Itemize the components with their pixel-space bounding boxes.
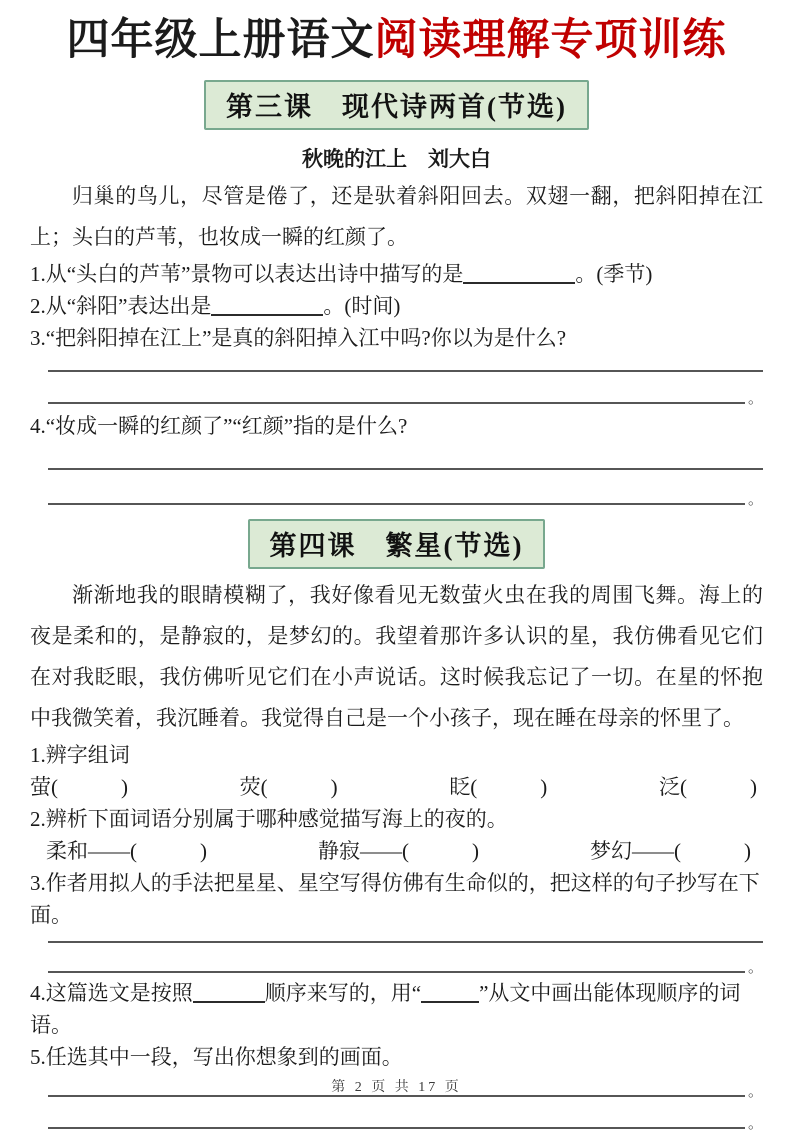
lesson3-q2-blank [211,298,323,316]
lesson4-q1-items [30,771,763,803]
word-blank-item: 眨( ) [449,774,548,799]
answer-rule [48,470,745,505]
answer-line-period: 。 [747,390,763,407]
answer-rule [48,354,763,372]
lesson3-q3-answer-line-1 [48,354,763,372]
lesson4-q3-answer-line-1 [48,931,763,943]
answer-rule [48,943,745,973]
answer-line-period: 。 [747,959,763,976]
lesson3-q3-answer-line-2 [48,372,763,407]
answer-rule [48,442,763,470]
lesson3-header-row [30,80,763,130]
lesson3-header: 第三课 现代诗两首(节选) [204,80,589,130]
lesson3-question-3: 3.“把斜阳掉在江上”是真的斜阳掉入江中吗?你以为是什么? [30,325,567,350]
answer-rule [48,931,763,943]
lesson3-passage: 归巢的鸟儿，尽管是倦了，还是驮着斜阳回去。双翅一翻，把斜阳掉在江上；头白的芦苇，也妆成一瞬的红颜了。 [30,183,763,249]
lesson4-passage: 渐渐地我的眼睛模糊了，我好像看见无数萤火虫在我的周围飞舞。海上的夜是柔和的，是静寂的，是梦幻的。我望着那许多认识的星，我仿佛看见它们在对我眨眼，我仿佛听见它们在小声说话。这时候我忘记了一切。在星的怀抱中我微笑着，我沉睡着。我觉得自己是一个小孩子，现在睡在母亲的怀里了。 [30,582,763,730]
lesson3-question-2 [30,290,763,322]
word-blank-item: 荧( ) [239,774,338,799]
word-blank-item: 泛( ) [658,774,757,799]
lesson4-question-5: 5.任选其中一段，写出你想象到的画面。 [30,1044,403,1069]
word-blank-item: 柔和——( ) [46,838,207,863]
lesson3-q2-text: 2.从“斜阳”表达出是 [30,293,212,318]
lesson4-q5-answer-line-2 [48,1097,763,1132]
lesson3-q1-blank [463,266,575,284]
lesson3-q2-suffix: 。(时间) [323,293,401,318]
document-title-black: 四年级上册语文 [66,17,375,64]
lesson4-q4-text: 4.这篇选文是按照 [30,980,193,1005]
lesson3-question-1 [30,258,763,290]
lesson3-q4-answer-line-1 [48,442,763,470]
lesson3-poem-title: 秋晚的江上 刘大白 [302,146,491,171]
lesson3-q4-answer-line-2 [48,470,763,508]
page-number-footer: 第 2 页 共 17 页 [331,1080,462,1095]
answer-line-period: 。 [747,1083,763,1100]
lesson4-header: 第四课 繁星(节选) [248,519,546,569]
lesson4-q2-items [30,835,763,867]
word-blank-item: 静寂——( ) [318,838,479,863]
document-title [30,14,763,68]
lesson4-question-4 [30,977,763,1041]
lesson4-question-3: 3.作者用拟人的手法把星星、星空写得仿佛有生命似的，把这样的句子抄写在下面。 [30,870,760,927]
lesson4-q4-blank-2 [421,985,479,1003]
lesson4-question-2: 2.辨析下面词语分别属于哪种感觉描写海上的夜的。 [30,806,508,831]
word-blank-item: 萤( ) [30,774,128,799]
answer-rule [48,1097,745,1129]
lesson4-q4-mid: 顺序来写的，用“ [264,980,422,1005]
document-title-red: 阅读理解专项训练 [374,17,727,64]
lesson3-question-4: 4.“妆成一瞬的红颜了”“红颜”指的是什么? [30,413,408,438]
answer-rule [48,372,745,404]
lesson3-q1-text: 1.从“头白的芦苇”景物可以表达出诗中描写的是 [30,261,464,286]
lesson4-q4-blank-1 [193,985,265,1003]
lesson4-q3-answer-line-2 [48,943,763,976]
lesson4-header-row [30,519,763,569]
lesson4-question-1: 1.辨字组词 [30,742,130,767]
lesson3-q1-suffix: 。(季节) [575,261,653,286]
word-blank-item: 梦幻——( ) [590,838,751,863]
lesson4-q4-suffix: ”从文中画出能体现顺序的词语。 [30,980,741,1037]
answer-line-period: 。 [747,1115,763,1132]
answer-line-period: 。 [747,491,763,508]
